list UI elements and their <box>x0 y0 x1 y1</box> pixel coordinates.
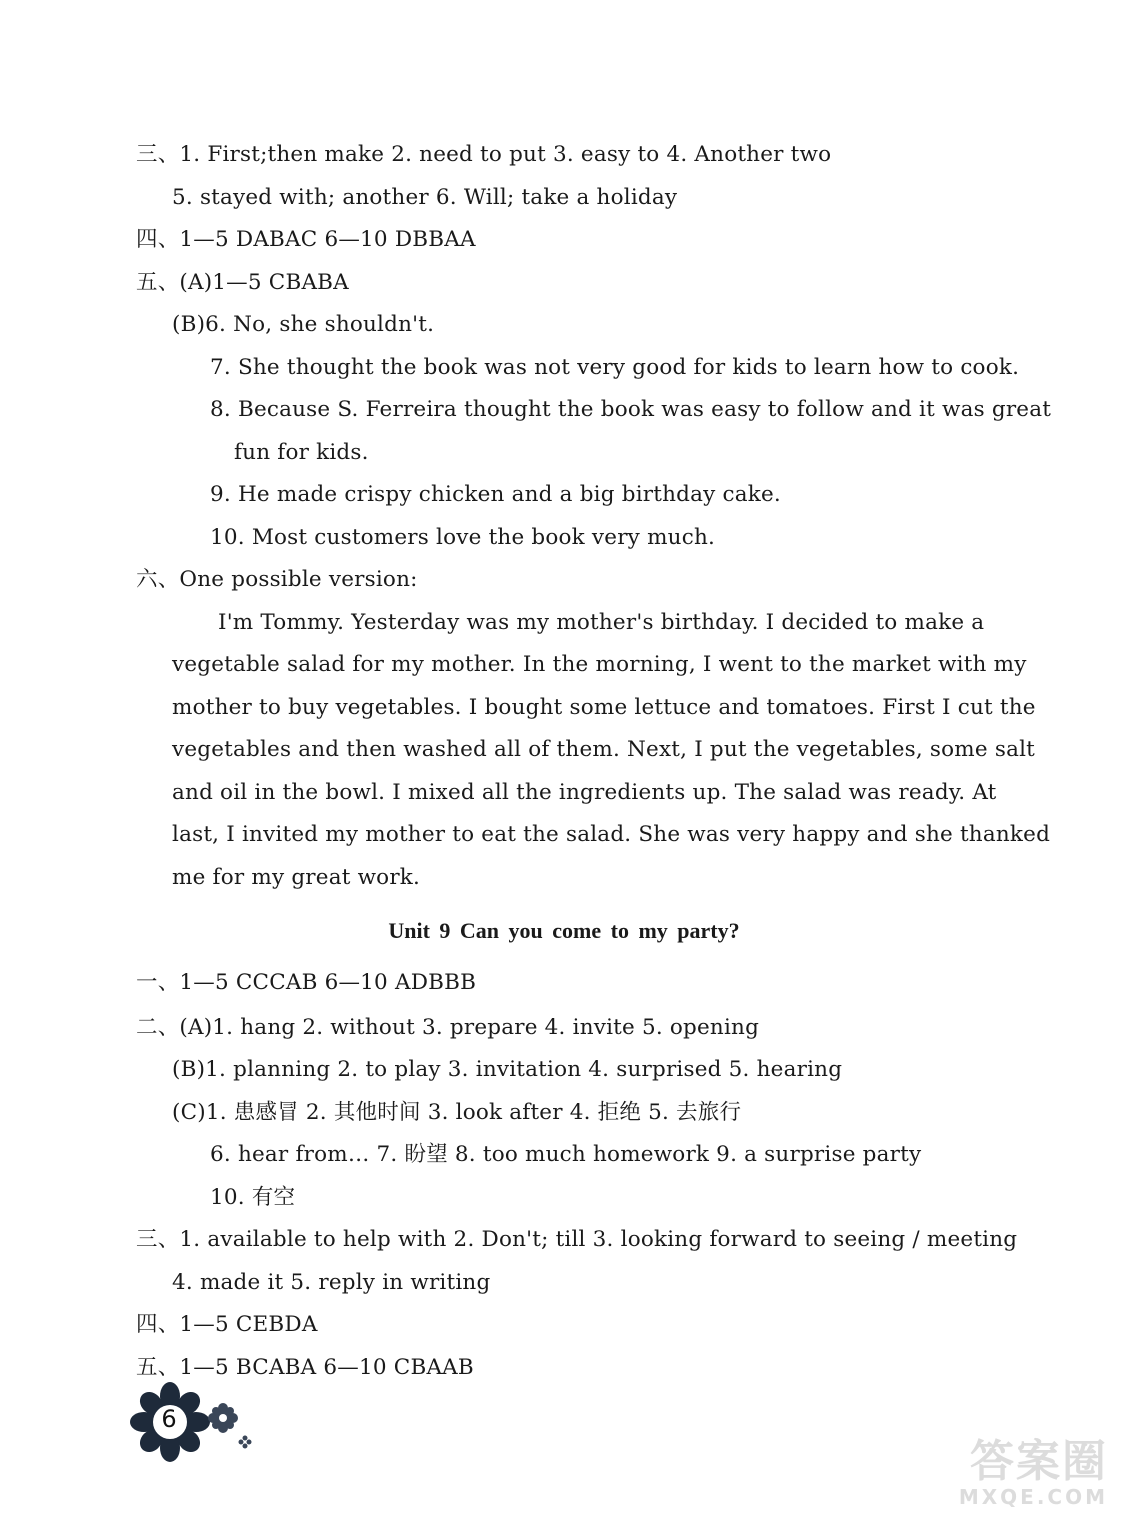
answer-line: 四、1—5 DABAC 6—10 DBBAA <box>136 227 476 252</box>
answer-line: 六、One possible version: <box>136 567 418 592</box>
essay-line: and oil in the bowl. I mixed all the ingredients up. The salad was ready. At <box>172 780 997 805</box>
answer-line: (B)1. planning 2. to play 3. invitation 4. surprised 5. hearing <box>172 1057 843 1082</box>
answer-line: 9. He made crispy chicken and a big birthday cake. <box>210 482 781 507</box>
answer-line: (B)6. No, she shouldn't. <box>172 312 435 337</box>
essay-line: last, I invited my mother to eat the salad. She was very happy and she thanked <box>172 822 1051 847</box>
essay-line: vegetables and then washed all of them. Next, I put the vegetables, some salt <box>172 737 1036 762</box>
decorative-flower-icon <box>205 1400 265 1450</box>
answer-line: 4. made it 5. reply in writing <box>172 1270 491 1295</box>
watermark-logo-text: 答案圈 <box>970 1436 1108 1487</box>
answer-line: 10. 有空 <box>210 1185 296 1210</box>
watermark-domain: MXQE.COM <box>958 1485 1108 1509</box>
answer-line: 8. Because S. Ferreira thought the book was easy to follow and it was great <box>210 397 1052 422</box>
answer-line: (C)1. 患感冒 2. 其他时间 3. look after 4. 拒绝 5. 去旅行 <box>172 1100 742 1125</box>
answer-line: fun for kids. <box>234 440 369 465</box>
answer-line: 三、1. First;then make 2. need to put 3. easy to 4. Another two <box>136 142 832 167</box>
essay-line: vegetable salad for my mother. In the morning, I went to the market with my <box>172 652 1027 677</box>
essay-line: I'm Tommy. Yesterday was my mother's birthday. I decided to make a <box>218 610 985 635</box>
answer-line: 7. She thought the book was not very good for kids to learn how to cook. <box>210 355 1020 380</box>
answer-line: 四、1—5 CEBDA <box>136 1312 318 1337</box>
essay-line: mother to buy vegetables. I bought some lettuce and tomatoes. First I cut the <box>172 695 1036 720</box>
answer-line: 6. hear from… 7. 盼望 8. too much homework 9. a surprise party <box>210 1142 922 1167</box>
answer-line: 五、(A)1—5 CBABA <box>136 270 349 295</box>
answer-line: 二、(A)1. hang 2. without 3. prepare 4. invite 5. opening <box>136 1015 760 1040</box>
unit-heading: Unit 9 Can you come to my party? <box>388 918 740 943</box>
answer-line: 三、1. available to help with 2. Don't; till 3. looking forward to seeing / meeting <box>136 1227 1018 1252</box>
answer-line: 10. Most customers love the book very much. <box>210 525 716 550</box>
answer-line: 一、1—5 CCCAB 6—10 ADBBB <box>136 970 477 995</box>
answer-line: 5. stayed with; another 6. Will; take a holiday <box>172 185 678 210</box>
page-number: 6 <box>161 1405 177 1433</box>
site-watermark <box>918 1438 1108 1518</box>
essay-line: me for my great work. <box>172 865 421 890</box>
answer-line: 五、1—5 BCABA 6—10 CBAAB <box>136 1355 474 1380</box>
